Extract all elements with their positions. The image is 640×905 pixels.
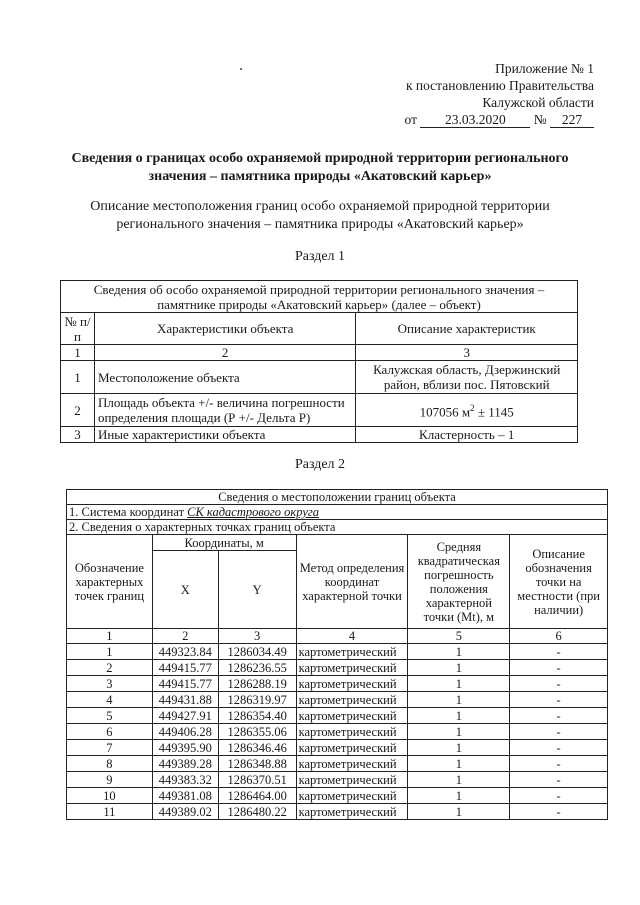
table-row (67, 644, 608, 660)
table-row (67, 740, 608, 756)
table-row (67, 804, 608, 820)
point-id: 11 (67, 804, 153, 820)
coord-y: 1286355.06 (218, 724, 296, 740)
point-id: 8 (67, 756, 153, 772)
mean-error: 1 (408, 724, 510, 740)
scan-speck (240, 68, 242, 70)
coord-x: 449431.88 (152, 692, 218, 708)
mean-error: 1 (408, 644, 510, 660)
header-method: Метод определения координат характерной точки (296, 535, 408, 629)
header-cell: № п/п (61, 313, 95, 345)
point-id: 10 (67, 788, 153, 804)
row-description: 107056 $м^2 \pm 1145$ (356, 394, 578, 427)
col-number-cell: 2 (94, 345, 355, 361)
point-id: 7 (67, 740, 153, 756)
coord-x: 449389.02 (152, 804, 218, 820)
method: картометрический (296, 708, 408, 724)
row-number: 2 (61, 394, 95, 427)
table-caption: Сведения об особо охраняемой природной территории регионального значения – памятнике природы «Акатовский карьер» (далее – объект) (61, 281, 578, 313)
header-y: Y (218, 551, 296, 629)
coord-x: 449415.77 (152, 660, 218, 676)
coord-y: 1286236.55 (218, 660, 296, 676)
coord-x: 449383.32 (152, 772, 218, 788)
point-id: 9 (67, 772, 153, 788)
coord-x: 449415.77 (152, 676, 218, 692)
coord-system-row: 1. Система координат СК кадастрового округа (67, 505, 608, 520)
appendix-line-1: Приложение № 1 (495, 61, 594, 76)
table-row (67, 708, 608, 724)
table-row (67, 788, 608, 804)
method: картометрический (296, 724, 408, 740)
method: картометрический (296, 676, 408, 692)
coord-y: 1286034.49 (218, 644, 296, 660)
coord-y: 1286319.97 (218, 692, 296, 708)
coord-y: 1286354.40 (218, 708, 296, 724)
mean-error: 1 (408, 804, 510, 820)
marking: - (510, 756, 608, 772)
section-1-heading: Раздел 1 (294, 249, 346, 264)
coord-y: 1286370.51 (218, 772, 296, 788)
point-id: 6 (67, 724, 153, 740)
coord-y: 1286348.88 (218, 756, 296, 772)
appendix-line-2: к постановлению Правительства (405, 78, 594, 93)
boundary-points-table (66, 489, 608, 820)
coord-y: 1286464.00 (218, 788, 296, 804)
marking: - (510, 724, 608, 740)
table-row (67, 756, 608, 772)
table-row (67, 772, 608, 788)
point-id: 2 (67, 660, 153, 676)
mean-error: 1 (408, 708, 510, 724)
table-row (67, 676, 608, 692)
marking: - (510, 644, 608, 660)
mean-error: 1 (408, 692, 510, 708)
coord-x: 449427.91 (152, 708, 218, 724)
row-description: Калужская область, Дзержинский район, вблизи пос. Пятовский (356, 361, 578, 394)
method: картометрический (296, 804, 408, 820)
table-row (61, 361, 578, 394)
coord-x: 449395.90 (152, 740, 218, 756)
table-row (61, 394, 578, 427)
appendix-block (405, 60, 595, 128)
decree-date: 23.03.2020 (420, 113, 530, 128)
mean-error: 1 (408, 676, 510, 692)
table-row (67, 660, 608, 676)
col-number-cell: 1 (61, 345, 95, 361)
header-cell: Характеристики объекта (94, 313, 355, 345)
col-number-cell: 1 (67, 629, 153, 644)
from-label: от (404, 112, 417, 127)
method: картометрический (296, 644, 408, 660)
col-number-cell: 5 (408, 629, 510, 644)
method: картометрический (296, 772, 408, 788)
col-number-cell: 6 (510, 629, 608, 644)
table-caption: Сведения о местоположении границ объекта (67, 490, 608, 505)
row-characteristic: Площадь объекта +/- величина погрешности определения площади (Р +/- Дельта Р) (94, 394, 355, 427)
mean-error: 1 (408, 756, 510, 772)
points-caption-row: 2. Сведения о характерных точках границ объекта (67, 520, 608, 535)
method: картометрический (296, 660, 408, 676)
mean-error: 1 (408, 772, 510, 788)
point-id: 3 (67, 676, 153, 692)
mean-error: 1 (408, 660, 510, 676)
col-number-cell: 3 (356, 345, 578, 361)
header-x: X (152, 551, 218, 629)
section-2-heading: Раздел 2 (294, 457, 346, 472)
method: картометрический (296, 692, 408, 708)
marking: - (510, 660, 608, 676)
row-description: Кластерность – 1 (356, 427, 578, 443)
mean-error: 1 (408, 788, 510, 804)
coord-x: 449406.28 (152, 724, 218, 740)
header-cell: Описание характеристик (356, 313, 578, 345)
point-id: 4 (67, 692, 153, 708)
coord-y: 1286346.46 (218, 740, 296, 756)
header-marking: Описание обозначения точки на местности (при наличии) (510, 535, 608, 629)
row-characteristic: Местоположение объекта (94, 361, 355, 394)
document-subtitle: Описание местоположения границ особо охраняемой природной территории регионального значения – памятника природы «Акатовский карьер» (90, 199, 550, 232)
marking: - (510, 804, 608, 820)
coord-y: 1286480.22 (218, 804, 296, 820)
method: картометрический (296, 788, 408, 804)
coord-y: 1286288.19 (218, 676, 296, 692)
marking: - (510, 708, 608, 724)
appendix-line-3: Калужской области (482, 95, 594, 110)
table-row (67, 692, 608, 708)
appendix-date-line (405, 111, 595, 128)
coord-x: 449323.84 (152, 644, 218, 660)
row-number: 3 (61, 427, 95, 443)
header-error: Средняя квадратическая погрешность положения характерной точки (Мt), м (408, 535, 510, 629)
col-number-cell: 4 (296, 629, 408, 644)
row-number: 1 (61, 361, 95, 394)
point-id: 1 (67, 644, 153, 660)
marking: - (510, 772, 608, 788)
point-id: 5 (67, 708, 153, 724)
table-row (67, 724, 608, 740)
col-number-cell: 2 (152, 629, 218, 644)
coord-x: 449389.28 (152, 756, 218, 772)
number-label: № (533, 112, 547, 127)
col-number-cell: 3 (218, 629, 296, 644)
row-characteristic: Иные характеристики объекта (94, 427, 355, 443)
table-row (61, 427, 578, 443)
method: картометрический (296, 740, 408, 756)
header-designation: Обозначение характерных точек границ (67, 535, 153, 629)
document-title: Сведения о границах особо охраняемой природной территории регионального значения – памятника природы «Акатовский карьер» (71, 151, 569, 184)
marking: - (510, 788, 608, 804)
decree-number: 227 (550, 113, 594, 128)
header-coords: Координаты, м (152, 535, 296, 551)
marking: - (510, 676, 608, 692)
marking: - (510, 692, 608, 708)
coord-x: 449381.08 (152, 788, 218, 804)
marking: - (510, 740, 608, 756)
object-characteristics-table (60, 280, 578, 443)
method: картометрический (296, 756, 408, 772)
mean-error: 1 (408, 740, 510, 756)
